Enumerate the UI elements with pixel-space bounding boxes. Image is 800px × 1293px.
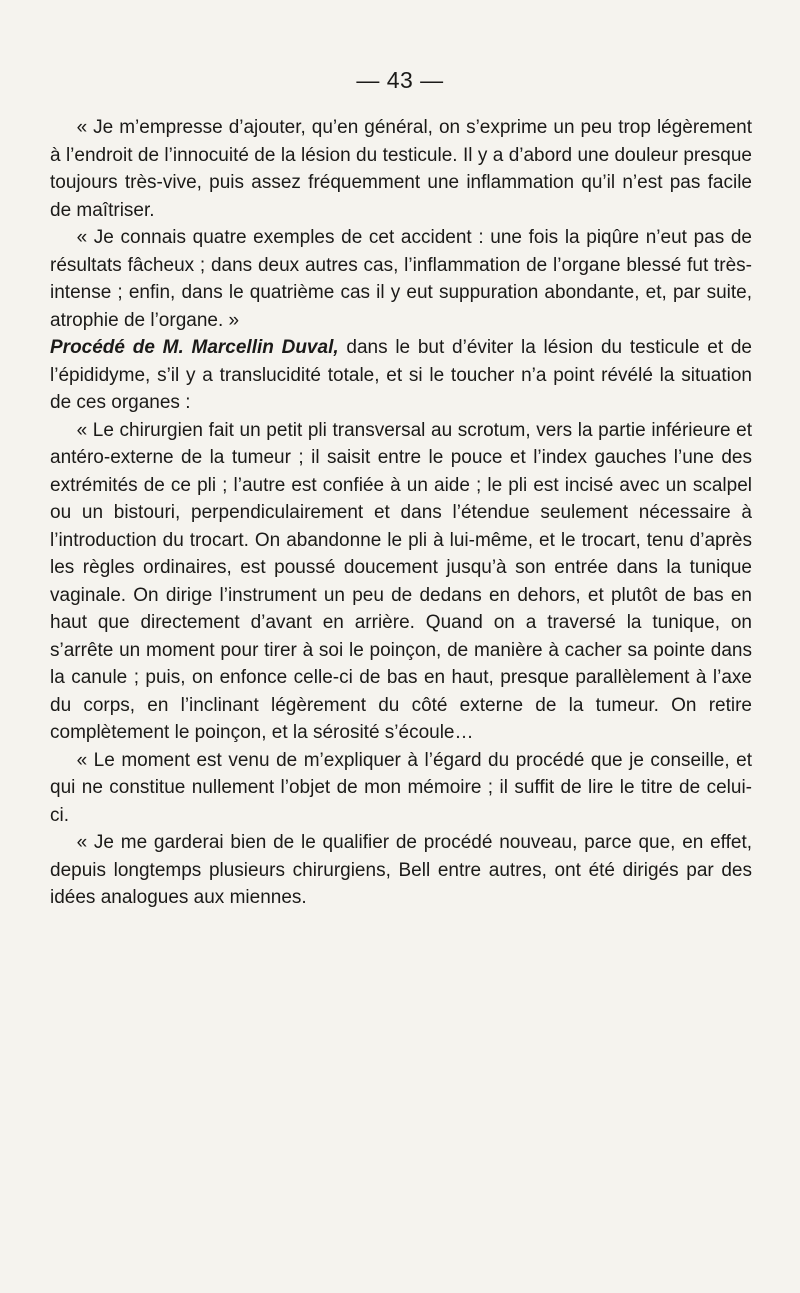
procedure-heading: Procédé de M. Marcellin Duval, bbox=[50, 337, 339, 358]
paragraph-1: « Je m’empresse d’ajouter, qu’en général, on s’exprime un peu trop légèrement à l’endroit de l’innocuité de la lésion du testicule. Il y a d’abord une douleur presque toujours très-vive, puis assez fréquemment une inflammation qu’il n’est pas facile de maîtriser. bbox=[50, 117, 752, 221]
body-text bbox=[50, 114, 752, 912]
paragraph-4: « Le chirurgien fait un petit pli transversal au scrotum, vers la partie inférieure et antéro-externe de la tumeur ; il saisit entre le pouce et l’index gauches l’une des extrémités de ce pli ; l’autre est confiée à un aide ; le pli est incisé avec un scalpel ou un bistouri, perpendiculairement et dans l’étendue seulement nécessaire à l’introduction du trocart. On abandonne le pli à lui-même, et le trocart, tenu d’après les règles ordinaires, est poussé doucement jusqu’à son entrée dans la tunique vaginale. On dirige l’instrument un peu de dedans en dehors, et plutôt de bas en haut que directement d’avant en arrière. Quand on a traversé la tunique, on s’arrête un moment pour tirer à soi le poinçon, de manière à cacher sa pointe dans la canule ; puis, on enfonce celle-ci de bas en haut, presque parallèlement à l’axe du corps, en l’inclinant légèrement du côté externe de la tumeur. On retire complètement le poinçon, et la sérosité s’écoule… bbox=[50, 419, 752, 743]
paragraph-5: « Le moment est venu de m’expliquer à l’égard du procédé que je conseille, et qui ne constitue nullement l’objet de mon mémoire ; il suffit de lire le titre de celui-ci. bbox=[50, 749, 752, 826]
paragraph-2: « Je connais quatre exemples de cet accident : une fois la piqûre n’eut pas de résultats fâcheux ; dans deux autres cas, l’inflammation de l’organe blessé fut très-intense ; enfin, dans le quatrième cas il y eut suppuration abondante, et, par suite, atrophie de l’organe. » bbox=[50, 227, 752, 331]
page-number: — 43 — bbox=[356, 67, 444, 93]
procedure-intro: dans le but d’éviter la lésion du testicule et de l’épididyme, s’il y a translucidité totale, et si le toucher n’a point révélé la situation de ces organes : bbox=[50, 337, 753, 413]
paragraph-3 bbox=[50, 334, 752, 417]
paragraph-6: « Je me garderai bien de le qualifier de procédé nouveau, parce que, en effet, depuis longtemps plusieurs chirurgiens, Bell entre autres, ont été dirigés par des idées analogues aux miennes. bbox=[50, 832, 752, 908]
